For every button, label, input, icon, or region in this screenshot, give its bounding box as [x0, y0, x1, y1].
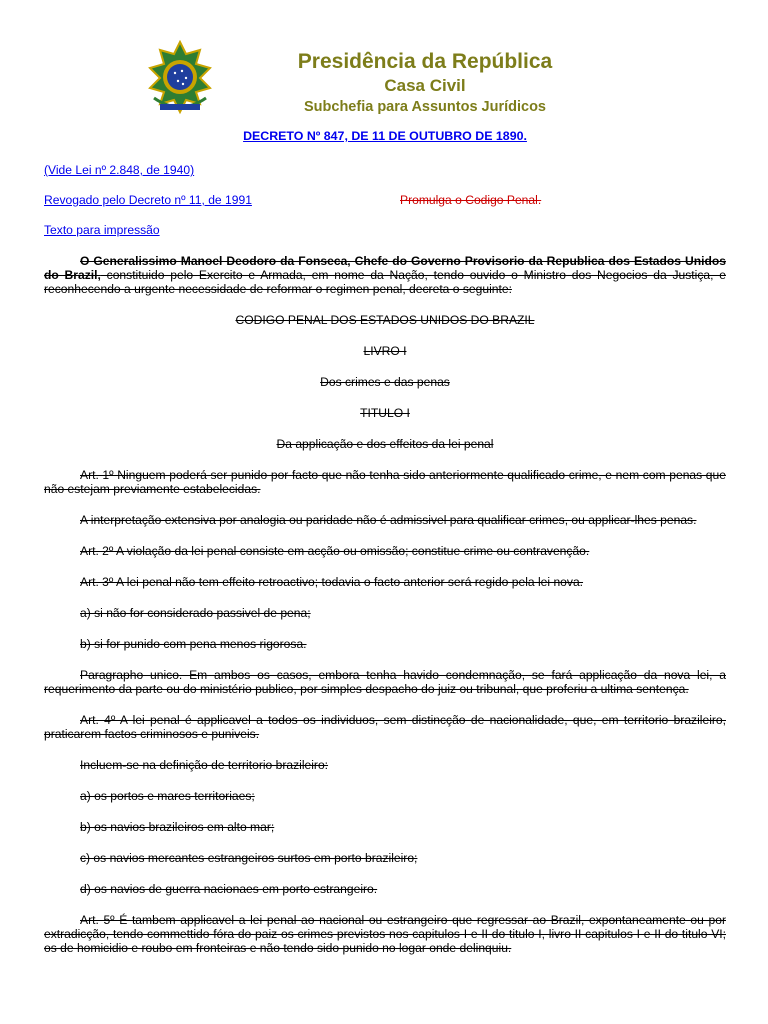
article-3-item-b: b) si for punido com pena menos rigorosa. [80, 637, 307, 651]
header-subsubtitle: Subchefia para Assuntos Jurídicos [304, 99, 546, 115]
coat-of-arms-emblem [144, 40, 216, 116]
ementa-text: Promulga o Codigo Penal. [400, 193, 542, 207]
article-4-intro: Incluem-se na definição de territorio brazileiro: [80, 758, 329, 772]
article-4-item-d: d) os navios de guerra nacionaes em porto estrangeiro. [80, 882, 378, 896]
revogado-link[interactable]: Revogado pelo Decreto nº 11, de 1991 [44, 193, 252, 207]
article-2: Art. 2º A violação da lei penal consiste em acção ou omissão; constitue crime ou contravenção. [80, 544, 590, 558]
article-3-paragraph: Paragrapho unico. Em ambos os casos, embora tenha havido condemnação, se fará applicação da nova lei, a requerimento da parte ou do ministério publico, por simples despacho do juiz ou tribunal, que proferiu a ultima sentença. [44, 668, 726, 696]
vide-lei-link[interactable]: (Vide Lei nº 2.848, de 1940) [44, 163, 195, 177]
header-subtitle: Casa Civil [384, 76, 466, 95]
heading-titulo: TITULO I [360, 406, 410, 420]
heading-livro-sub: Dos crimes e das penas [320, 375, 450, 389]
page-header [0, 0, 768, 120]
article-4-item-a: a) os portos e mares territoriaes; [80, 789, 255, 803]
article-4-item-b: b) os navios brazileiros em alto mar; [80, 820, 275, 834]
preamble-rest: constituido pelo Exercito e Armada, em nome da Nação, tendo ouvido o Ministro dos Negocios da Justiça, e reconhecendo a urgente necessidade de reformar o regimen penal, decreta o seguinte: [44, 268, 726, 296]
document-body [44, 129, 726, 972]
article-3: Art. 3º A lei penal não tem effeito retroactivo; todavia o facto anterior será regido pela lei nova. [80, 575, 584, 589]
preamble [44, 254, 726, 296]
heading-codigo: CODIGO PENAL DOS ESTADOS UNIDOS DO BRAZIL [235, 313, 535, 327]
article-3-item-a: a) si não for considerado passivel de pena; [80, 606, 311, 620]
article-1-paragraph: A interpretação extensiva por analogia ou paridade não é admissivel para qualificar crimes, ou applicar-lhes penas. [80, 513, 697, 527]
article-1: Art. 1º Ninguem poderá ser punido por facto que não tenha sido anteriormente qualificado crime, e nem com penas que não estejam previamente estabelecidas. [44, 468, 726, 496]
decree-title-link[interactable]: DECRETO Nº 847, DE 11 DE OUTUBRO DE 1890. [243, 129, 527, 143]
preamble-bold: O Generalissimo Manoel Deodoro da Fonseca, Chefe do Governo Provisorio da Republica dos Estados Unidos do Brazil, [44, 254, 726, 282]
header-title: Presidência da República [297, 50, 553, 73]
article-4-item-c: c) os navios mercantes estrangeiros surtos em porto brazileiro; [80, 851, 418, 865]
article-5: Art. 5º É tambem applicavel a lei penal ao nacional ou estrangeiro que regressar ao Brazil, expontaneamente ou por extradicção, tendo commettido fóra do paiz os crimes previstos nos capitulos I e II do titulo I, livro II capitulos I e II do titulo VI; os de homicidio e roubo em fronteiras e não tendo sido punido no logar onde delinquiu. [44, 913, 726, 955]
print-version-link[interactable]: Texto para impressão [44, 223, 160, 237]
article-4: Art. 4º A lei penal é applicavel a todos os individuos, sem distincção de nacionalidade, que, em territorio brazileiro, praticarem factos criminosos e puniveis. [44, 713, 726, 741]
heading-livro: LIVRO I [363, 344, 407, 358]
heading-titulo-sub: Da applicação e dos effeitos da lei penal [276, 437, 494, 451]
